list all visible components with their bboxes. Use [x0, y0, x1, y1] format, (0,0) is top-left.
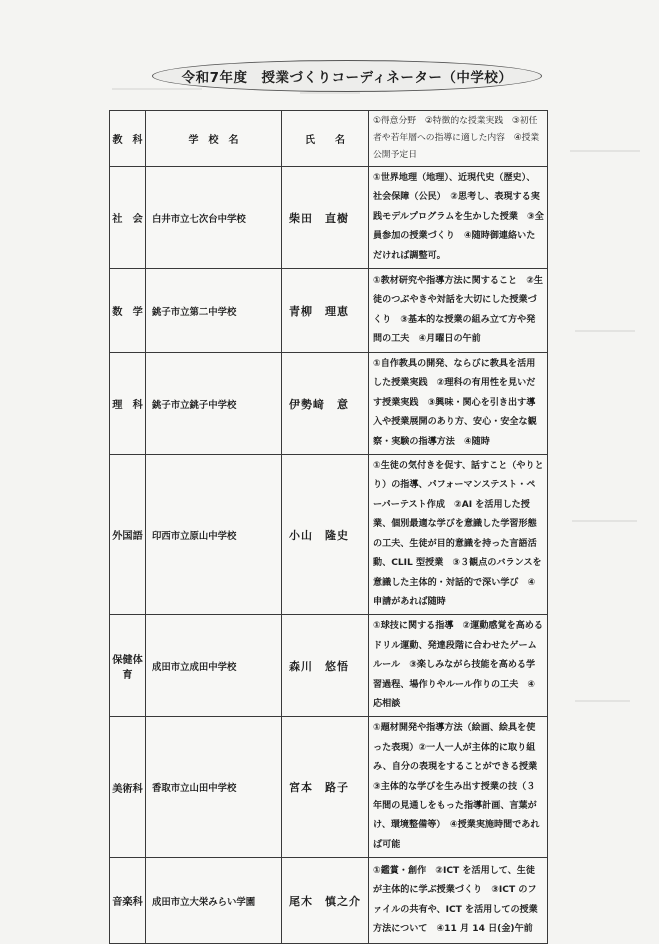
table-row — [110, 167, 548, 269]
header-name: 氏 名 — [282, 111, 369, 167]
table-row — [110, 717, 548, 858]
header-description: ①得意分野 ②特徴的な授業実践 ③初任者や若年層への指導に適した内容 ④授業公開予定日 — [369, 111, 548, 167]
row-teacher-name: 尾木 慎之介 — [282, 858, 369, 944]
row-school: 白井市立七次台中学校 — [146, 167, 282, 269]
table-row — [110, 615, 548, 717]
row-description: ①世界地理（地理）、近現代史（歴史）、社会保障（公民） ②思考し、表現する実践モデルプログラムを生かした授業 ③全員参加の授業づくり ④随時御連絡いただければ調整可。 — [369, 167, 548, 269]
row-subject: 音楽科 — [110, 858, 146, 944]
row-school: 銚子市立銚子中学校 — [146, 353, 282, 455]
row-teacher-name: 森川 悠悟 — [282, 615, 369, 717]
table-row — [110, 455, 548, 615]
row-subject: 数 学 — [110, 269, 146, 353]
coordinator-table — [109, 110, 548, 944]
row-school: 成田市立成田中学校 — [146, 615, 282, 717]
table-row — [110, 269, 548, 353]
row-description: ①鑑賞・創作 ②ICT を活用して、生徒が主体的に学ぶ授業づくり ③ICT のファイルの共有や、ICT を活用しての授業方法について ④11 月 14 日(金)午前 — [369, 858, 548, 944]
row-subject: 外国語 — [110, 455, 146, 615]
table-row — [110, 858, 548, 944]
row-subject: 社 会 — [110, 167, 146, 269]
row-description: ①題材開発や指導方法（絵画、絵具を使った表現）②一人一人が主体的に取り組み、自分の表現をすることができる授業 ③主体的な学びを生み出す授業の技（３年間の見通しをもった指導計画、言葉がけ、環境整備等） ④授業実施時間であれば可能 — [369, 717, 548, 858]
row-school: 銚子市立第二中学校 — [146, 269, 282, 353]
row-teacher-name: 青柳 理恵 — [282, 269, 369, 353]
page-title: 令和7年度 授業づくりコーディネーター（中学校） — [152, 60, 542, 92]
row-subject: 保健体育 — [110, 615, 146, 717]
header-school: 学 校 名 — [146, 111, 282, 167]
row-subject: 美術科 — [110, 717, 146, 858]
row-description: ①教材研究や指導方法に関すること ②生徒のつぶやきや対話を大切にした授業づくり ③基本的な授業の組み立て方や発問の工夫 ④月曜日の午前 — [369, 269, 548, 353]
row-description: ①球技に関する指導 ②運動感覚を高めるドリル運動、発達段階に合わせたゲームルール ③楽しみながら技能を高める学習過程、場作りやルール作りの工夫 ④応相談 — [369, 615, 548, 717]
row-description: ①自作教具の開発、ならびに教具を活用した授業実践 ②理科の有用性を見いだす授業実践 ③興味・関心を引き出す導入や授業展開のあり方、安心・安全な観察・実験の指導方法 ④随時 — [369, 353, 548, 455]
table-header-row — [110, 111, 548, 167]
row-teacher-name: 柴田 直樹 — [282, 167, 369, 269]
row-teacher-name: 宮本 路子 — [282, 717, 369, 858]
row-description: ①生徒の気付きを促す、話すこと（やりとり）の指導、パフォーマンステスト・ペーパーテスト作成 ②AI を活用した授業、個別最適な学びを意識した学習形態の工夫、生徒が目的意識を持った言語活動、CLIL 型授業 ③３観点のバランスを意識した主体的・対話的で深い学び ④申請があれば随時 — [369, 455, 548, 615]
table-row — [110, 353, 548, 455]
header-subject: 教 科 — [110, 111, 146, 167]
row-school: 成田市立大栄みらい学園 — [146, 858, 282, 944]
row-school: 香取市立山田中学校 — [146, 717, 282, 858]
row-teacher-name: 小山 隆史 — [282, 455, 369, 615]
row-teacher-name: 伊勢﨑 意 — [282, 353, 369, 455]
row-subject: 理 科 — [110, 353, 146, 455]
row-school: 印西市立原山中学校 — [146, 455, 282, 615]
